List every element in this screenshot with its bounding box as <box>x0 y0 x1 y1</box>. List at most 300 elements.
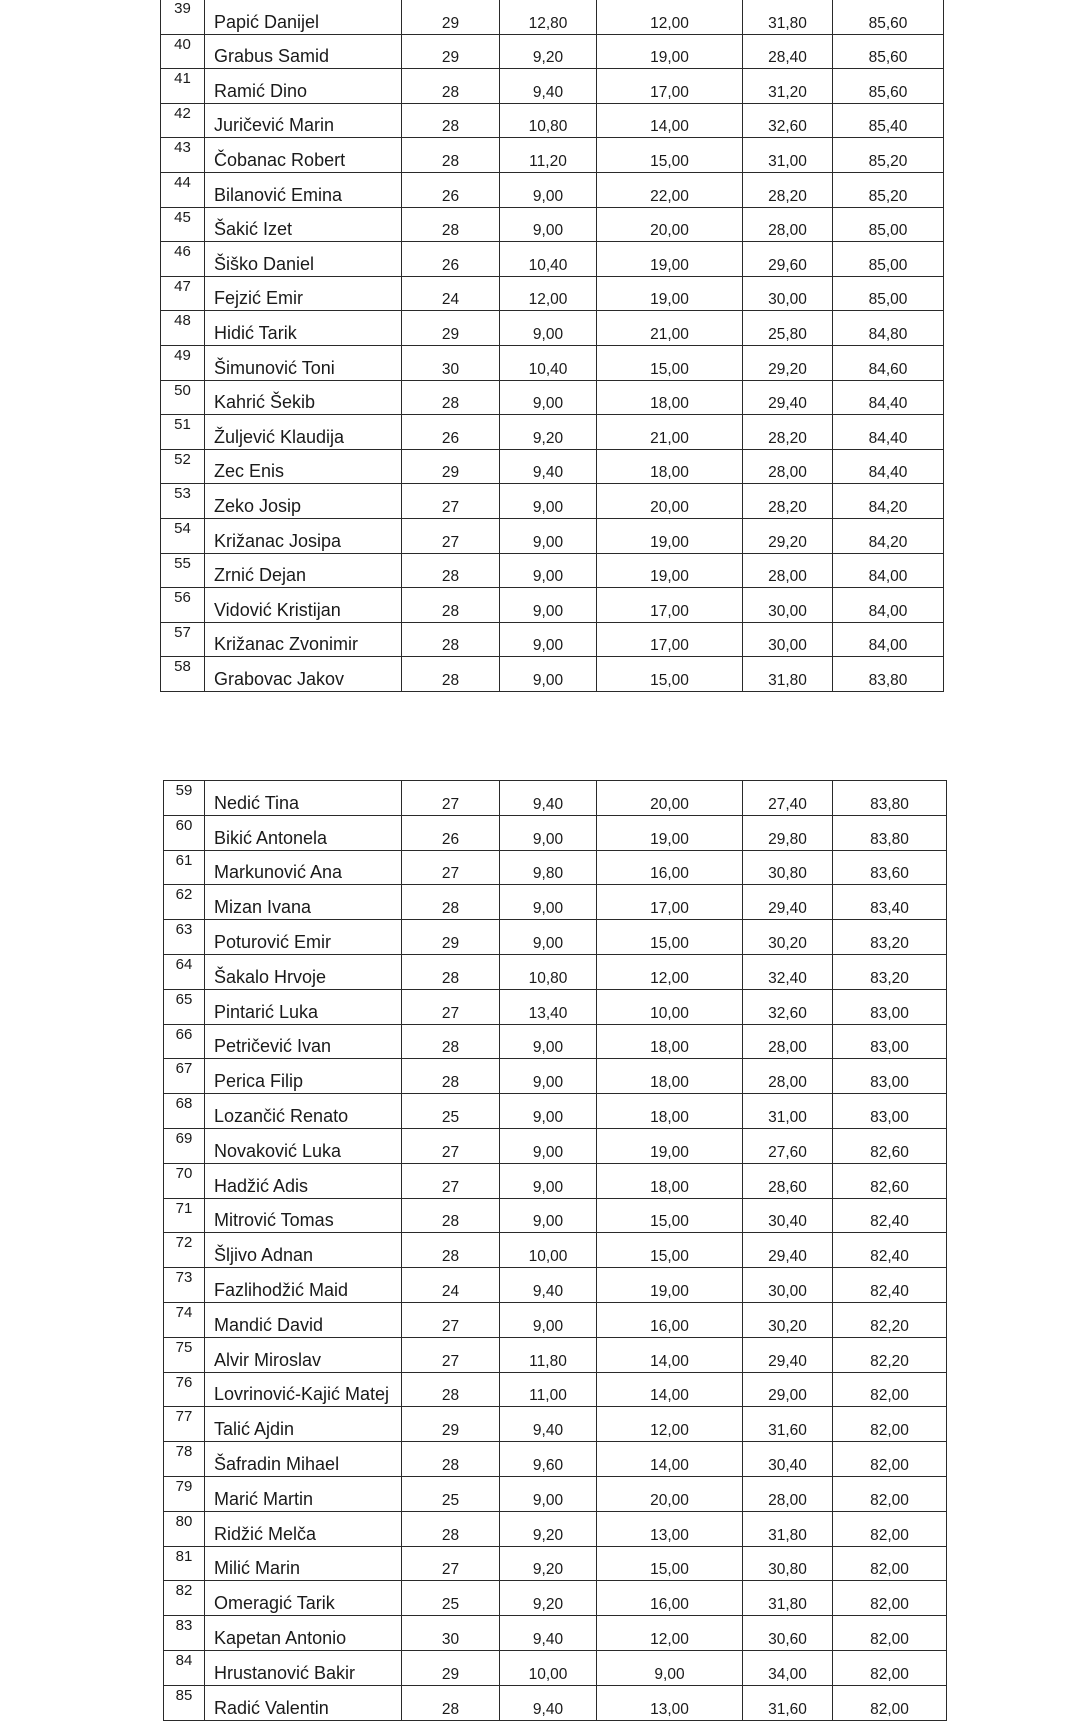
score-2-cell: 9,00 <box>500 518 597 553</box>
score-1-cell: 30 <box>402 1616 500 1651</box>
score-2-cell: 9,00 <box>500 885 597 920</box>
score-1-cell: 26 <box>402 242 500 277</box>
rank-cell: 66 <box>164 1024 205 1059</box>
score-3-cell: 22,00 <box>597 172 743 207</box>
score-1-cell: 28 <box>402 553 500 588</box>
score-3-cell: 15,00 <box>597 138 743 173</box>
name-cell: Mandić David <box>205 1302 402 1337</box>
table-row <box>161 553 944 588</box>
total-cell: 85,00 <box>833 242 944 277</box>
score-4-cell: 31,60 <box>743 1407 833 1442</box>
score-2-cell: 9,00 <box>500 920 597 955</box>
score-4-cell: 28,60 <box>743 1163 833 1198</box>
name-cell: Mizan Ivana <box>205 885 402 920</box>
rank-cell: 44 <box>161 172 205 207</box>
score-4-cell: 31,80 <box>743 1581 833 1616</box>
score-4-cell: 31,60 <box>743 1685 833 1720</box>
score-1-cell: 29 <box>402 449 500 484</box>
score-4-cell: 28,00 <box>743 449 833 484</box>
score-1-cell: 27 <box>402 850 500 885</box>
score-2-cell: 10,00 <box>500 1650 597 1685</box>
total-cell: 82,60 <box>833 1128 947 1163</box>
name-cell: Čobanac Robert <box>205 138 402 173</box>
score-4-cell: 29,40 <box>743 380 833 415</box>
score-3-cell: 16,00 <box>597 1581 743 1616</box>
table-row <box>164 781 947 816</box>
score-4-cell: 29,80 <box>743 815 833 850</box>
table-row <box>164 1616 947 1651</box>
score-2-cell: 12,00 <box>500 276 597 311</box>
name-cell: Markunović Ana <box>205 850 402 885</box>
total-cell: 83,40 <box>833 885 947 920</box>
score-1-cell: 27 <box>402 1302 500 1337</box>
score-1-cell: 25 <box>402 1094 500 1129</box>
rank-cell: 80 <box>164 1511 205 1546</box>
rank-cell: 82 <box>164 1581 205 1616</box>
total-cell: 82,20 <box>833 1337 947 1372</box>
score-1-cell: 27 <box>402 1163 500 1198</box>
name-cell: Papić Danijel <box>205 0 402 34</box>
score-1-cell: 28 <box>402 588 500 623</box>
score-1-cell: 27 <box>402 1546 500 1581</box>
rank-cell: 62 <box>164 885 205 920</box>
score-1-cell: 25 <box>402 1581 500 1616</box>
total-cell: 82,00 <box>833 1616 947 1651</box>
score-2-cell: 9,40 <box>500 1616 597 1651</box>
table-row <box>161 103 944 138</box>
score-3-cell: 19,00 <box>597 34 743 69</box>
name-cell: Lozančić Renato <box>205 1094 402 1129</box>
score-4-cell: 31,80 <box>743 657 833 692</box>
rank-cell: 61 <box>164 850 205 885</box>
rank-cell: 76 <box>164 1372 205 1407</box>
table-row <box>161 657 944 692</box>
score-3-cell: 15,00 <box>597 1233 743 1268</box>
score-4-cell: 31,00 <box>743 138 833 173</box>
name-cell: Fazlihodžić Maid <box>205 1268 402 1303</box>
rank-cell: 67 <box>164 1059 205 1094</box>
name-cell: Šiško Daniel <box>205 242 402 277</box>
rank-cell: 60 <box>164 815 205 850</box>
name-cell: Alvir Miroslav <box>205 1337 402 1372</box>
score-4-cell: 30,80 <box>743 850 833 885</box>
total-cell: 82,00 <box>833 1372 947 1407</box>
score-3-cell: 15,00 <box>597 1198 743 1233</box>
table-row <box>164 885 947 920</box>
table-row <box>164 1511 947 1546</box>
table-row <box>164 920 947 955</box>
score-2-cell: 9,20 <box>500 1581 597 1616</box>
score-1-cell: 24 <box>402 1268 500 1303</box>
score-3-cell: 18,00 <box>597 1163 743 1198</box>
score-2-cell: 13,40 <box>500 989 597 1024</box>
rank-cell: 73 <box>164 1268 205 1303</box>
table-row <box>164 1198 947 1233</box>
name-cell: Talić Ajdin <box>205 1407 402 1442</box>
score-2-cell: 9,60 <box>500 1442 597 1477</box>
score-2-cell: 9,40 <box>500 1685 597 1720</box>
total-cell: 85,40 <box>833 103 944 138</box>
score-2-cell: 9,00 <box>500 1059 597 1094</box>
table-row <box>164 1407 947 1442</box>
score-3-cell: 14,00 <box>597 1442 743 1477</box>
total-cell: 84,00 <box>833 622 944 657</box>
score-4-cell: 29,40 <box>743 1337 833 1372</box>
score-1-cell: 29 <box>402 1650 500 1685</box>
score-3-cell: 18,00 <box>597 1059 743 1094</box>
score-3-cell: 10,00 <box>597 989 743 1024</box>
score-3-cell: 20,00 <box>597 781 743 816</box>
total-cell: 82,00 <box>833 1650 947 1685</box>
score-3-cell: 17,00 <box>597 588 743 623</box>
results-table-2 <box>163 780 947 1721</box>
name-cell: Fejzić Emir <box>205 276 402 311</box>
total-cell: 82,40 <box>833 1233 947 1268</box>
score-3-cell: 19,00 <box>597 518 743 553</box>
name-cell: Milić Marin <box>205 1546 402 1581</box>
total-cell: 84,00 <box>833 553 944 588</box>
table-row <box>164 1442 947 1477</box>
total-cell: 85,60 <box>833 34 944 69</box>
score-4-cell: 30,40 <box>743 1442 833 1477</box>
score-1-cell: 28 <box>402 622 500 657</box>
score-2-cell: 9,00 <box>500 380 597 415</box>
score-3-cell: 18,00 <box>597 380 743 415</box>
total-cell: 85,00 <box>833 276 944 311</box>
score-2-cell: 9,40 <box>500 781 597 816</box>
score-1-cell: 28 <box>402 380 500 415</box>
score-1-cell: 28 <box>402 207 500 242</box>
rank-cell: 39 <box>161 0 205 34</box>
score-3-cell: 20,00 <box>597 1476 743 1511</box>
score-4-cell: 32,60 <box>743 989 833 1024</box>
table-row <box>164 1476 947 1511</box>
name-cell: Šljivo Adnan <box>205 1233 402 1268</box>
score-4-cell: 28,40 <box>743 34 833 69</box>
score-4-cell: 30,80 <box>743 1546 833 1581</box>
score-4-cell: 29,60 <box>743 242 833 277</box>
table-row <box>161 518 944 553</box>
name-cell: Križanac Zvonimir <box>205 622 402 657</box>
rank-cell: 54 <box>161 518 205 553</box>
total-cell: 83,80 <box>833 781 947 816</box>
score-1-cell: 29 <box>402 34 500 69</box>
table-row <box>161 484 944 519</box>
score-2-cell: 9,00 <box>500 1302 597 1337</box>
score-3-cell: 19,00 <box>597 553 743 588</box>
score-2-cell: 10,80 <box>500 954 597 989</box>
score-1-cell: 29 <box>402 0 500 34</box>
score-2-cell: 9,40 <box>500 449 597 484</box>
score-4-cell: 29,40 <box>743 1233 833 1268</box>
score-2-cell: 10,00 <box>500 1233 597 1268</box>
score-2-cell: 9,00 <box>500 1476 597 1511</box>
rank-cell: 69 <box>164 1128 205 1163</box>
name-cell: Juričević Marin <box>205 103 402 138</box>
score-2-cell: 11,20 <box>500 138 597 173</box>
rank-cell: 59 <box>164 781 205 816</box>
rank-cell: 79 <box>164 1476 205 1511</box>
score-4-cell: 30,00 <box>743 588 833 623</box>
score-1-cell: 26 <box>402 815 500 850</box>
score-4-cell: 25,80 <box>743 311 833 346</box>
score-4-cell: 29,00 <box>743 1372 833 1407</box>
rank-cell: 43 <box>161 138 205 173</box>
rank-cell: 53 <box>161 484 205 519</box>
name-cell: Novaković Luka <box>205 1128 402 1163</box>
score-4-cell: 31,80 <box>743 0 833 34</box>
score-4-cell: 30,00 <box>743 276 833 311</box>
score-4-cell: 30,20 <box>743 1302 833 1337</box>
score-4-cell: 28,00 <box>743 207 833 242</box>
total-cell: 85,60 <box>833 69 944 104</box>
score-3-cell: 19,00 <box>597 815 743 850</box>
score-4-cell: 28,20 <box>743 415 833 450</box>
rank-cell: 83 <box>164 1616 205 1651</box>
total-cell: 85,20 <box>833 138 944 173</box>
score-2-cell: 9,80 <box>500 850 597 885</box>
score-1-cell: 27 <box>402 1128 500 1163</box>
name-cell: Šakić Izet <box>205 207 402 242</box>
name-cell: Pintarić Luka <box>205 989 402 1024</box>
total-cell: 83,00 <box>833 989 947 1024</box>
score-1-cell: 29 <box>402 311 500 346</box>
name-cell: Žuljević Klaudija <box>205 415 402 450</box>
name-cell: Kahrić Šekib <box>205 380 402 415</box>
score-1-cell: 28 <box>402 1198 500 1233</box>
score-4-cell: 29,20 <box>743 345 833 380</box>
score-3-cell: 18,00 <box>597 1094 743 1129</box>
rank-cell: 75 <box>164 1337 205 1372</box>
total-cell: 84,00 <box>833 588 944 623</box>
score-1-cell: 28 <box>402 1685 500 1720</box>
score-4-cell: 27,40 <box>743 781 833 816</box>
score-4-cell: 28,20 <box>743 172 833 207</box>
total-cell: 82,20 <box>833 1302 947 1337</box>
score-3-cell: 12,00 <box>597 954 743 989</box>
score-4-cell: 30,20 <box>743 920 833 955</box>
total-cell: 83,20 <box>833 954 947 989</box>
name-cell: Ramić Dino <box>205 69 402 104</box>
total-cell: 82,40 <box>833 1198 947 1233</box>
score-3-cell: 15,00 <box>597 345 743 380</box>
score-3-cell: 12,00 <box>597 1407 743 1442</box>
rank-cell: 40 <box>161 34 205 69</box>
score-2-cell: 9,00 <box>500 553 597 588</box>
score-3-cell: 18,00 <box>597 1024 743 1059</box>
name-cell: Zeko Josip <box>205 484 402 519</box>
name-cell: Kapetan Antonio <box>205 1616 402 1651</box>
table-row <box>161 345 944 380</box>
score-3-cell: 12,00 <box>597 0 743 34</box>
score-3-cell: 15,00 <box>597 657 743 692</box>
score-2-cell: 9,00 <box>500 1128 597 1163</box>
score-2-cell: 9,00 <box>500 1163 597 1198</box>
total-cell: 84,20 <box>833 484 944 519</box>
score-1-cell: 28 <box>402 138 500 173</box>
name-cell: Šafradin Mihael <box>205 1442 402 1477</box>
score-1-cell: 28 <box>402 1059 500 1094</box>
table-row <box>161 69 944 104</box>
rank-cell: 57 <box>161 622 205 657</box>
name-cell: Omeragić Tarik <box>205 1581 402 1616</box>
table-row <box>164 850 947 885</box>
score-4-cell: 28,00 <box>743 553 833 588</box>
score-2-cell: 10,40 <box>500 242 597 277</box>
score-2-cell: 11,00 <box>500 1372 597 1407</box>
total-cell: 84,60 <box>833 345 944 380</box>
score-3-cell: 21,00 <box>597 415 743 450</box>
score-2-cell: 9,00 <box>500 622 597 657</box>
name-cell: Križanac Josipa <box>205 518 402 553</box>
total-cell: 83,00 <box>833 1094 947 1129</box>
score-3-cell: 13,00 <box>597 1511 743 1546</box>
score-3-cell: 14,00 <box>597 1372 743 1407</box>
score-1-cell: 28 <box>402 1442 500 1477</box>
score-3-cell: 17,00 <box>597 885 743 920</box>
rank-cell: 84 <box>164 1650 205 1685</box>
table-row <box>161 172 944 207</box>
name-cell: Bikić Antonela <box>205 815 402 850</box>
name-cell: Zec Enis <box>205 449 402 484</box>
score-2-cell: 9,00 <box>500 815 597 850</box>
score-2-cell: 9,20 <box>500 34 597 69</box>
score-2-cell: 9,00 <box>500 1198 597 1233</box>
rank-cell: 47 <box>161 276 205 311</box>
score-4-cell: 27,60 <box>743 1128 833 1163</box>
score-2-cell: 9,40 <box>500 69 597 104</box>
table-row <box>161 449 944 484</box>
table-row <box>161 415 944 450</box>
score-3-cell: 20,00 <box>597 207 743 242</box>
score-2-cell: 10,40 <box>500 345 597 380</box>
table-row <box>164 954 947 989</box>
rank-cell: 74 <box>164 1302 205 1337</box>
name-cell: Šimunović Toni <box>205 345 402 380</box>
table-row <box>164 1685 947 1720</box>
score-2-cell: 9,00 <box>500 588 597 623</box>
rank-cell: 52 <box>161 449 205 484</box>
name-cell: Lovrinović-Kajić Matej <box>205 1372 402 1407</box>
score-3-cell: 14,00 <box>597 1337 743 1372</box>
score-3-cell: 15,00 <box>597 1546 743 1581</box>
table-row <box>164 1650 947 1685</box>
score-3-cell: 16,00 <box>597 1302 743 1337</box>
name-cell: Petričević Ivan <box>205 1024 402 1059</box>
table-row <box>164 1268 947 1303</box>
score-3-cell: 19,00 <box>597 1128 743 1163</box>
rank-cell: 56 <box>161 588 205 623</box>
score-1-cell: 25 <box>402 1476 500 1511</box>
rank-cell: 48 <box>161 311 205 346</box>
score-4-cell: 32,40 <box>743 954 833 989</box>
table-row <box>161 0 944 34</box>
rank-cell: 68 <box>164 1094 205 1129</box>
table-row <box>164 815 947 850</box>
score-2-cell: 11,80 <box>500 1337 597 1372</box>
table-row <box>164 1059 947 1094</box>
score-4-cell: 30,00 <box>743 622 833 657</box>
score-3-cell: 21,00 <box>597 311 743 346</box>
rank-cell: 50 <box>161 380 205 415</box>
score-3-cell: 19,00 <box>597 276 743 311</box>
total-cell: 84,20 <box>833 518 944 553</box>
total-cell: 82,00 <box>833 1546 947 1581</box>
rank-cell: 58 <box>161 657 205 692</box>
name-cell: Ridžić Melča <box>205 1511 402 1546</box>
score-3-cell: 19,00 <box>597 1268 743 1303</box>
score-4-cell: 28,00 <box>743 1059 833 1094</box>
score-3-cell: 20,00 <box>597 484 743 519</box>
score-4-cell: 28,20 <box>743 484 833 519</box>
total-cell: 82,00 <box>833 1511 947 1546</box>
score-3-cell: 15,00 <box>597 920 743 955</box>
table-row <box>164 1128 947 1163</box>
total-cell: 85,60 <box>833 0 944 34</box>
rank-cell: 49 <box>161 345 205 380</box>
score-2-cell: 9,00 <box>500 207 597 242</box>
rank-cell: 78 <box>164 1442 205 1477</box>
table-row <box>164 1163 947 1198</box>
name-cell: Poturović Emir <box>205 920 402 955</box>
score-2-cell: 9,00 <box>500 657 597 692</box>
score-3-cell: 9,00 <box>597 1650 743 1685</box>
table-row <box>161 242 944 277</box>
total-cell: 84,80 <box>833 311 944 346</box>
score-4-cell: 31,20 <box>743 69 833 104</box>
total-cell: 85,20 <box>833 172 944 207</box>
score-2-cell: 9,00 <box>500 172 597 207</box>
score-3-cell: 17,00 <box>597 622 743 657</box>
total-cell: 85,00 <box>833 207 944 242</box>
total-cell: 82,00 <box>833 1476 947 1511</box>
name-cell: Nedić Tina <box>205 781 402 816</box>
score-2-cell: 9,40 <box>500 1268 597 1303</box>
table-row <box>161 276 944 311</box>
table-row <box>164 1302 947 1337</box>
table-row <box>161 622 944 657</box>
total-cell: 83,80 <box>833 657 944 692</box>
rank-cell: 42 <box>161 103 205 138</box>
score-2-cell: 9,20 <box>500 415 597 450</box>
name-cell: Mitrović Tomas <box>205 1198 402 1233</box>
name-cell: Hadžić Adis <box>205 1163 402 1198</box>
score-4-cell: 30,60 <box>743 1616 833 1651</box>
total-cell: 83,60 <box>833 850 947 885</box>
rank-cell: 85 <box>164 1685 205 1720</box>
score-2-cell: 9,20 <box>500 1546 597 1581</box>
table-row <box>164 989 947 1024</box>
name-cell: Vidović Kristijan <box>205 588 402 623</box>
score-1-cell: 27 <box>402 989 500 1024</box>
results-table-1 <box>160 0 944 692</box>
score-1-cell: 28 <box>402 1024 500 1059</box>
score-4-cell: 32,60 <box>743 103 833 138</box>
score-4-cell: 29,40 <box>743 885 833 920</box>
name-cell: Bilanović Emina <box>205 172 402 207</box>
table-row <box>161 138 944 173</box>
score-1-cell: 24 <box>402 276 500 311</box>
score-1-cell: 26 <box>402 415 500 450</box>
total-cell: 82,00 <box>833 1407 947 1442</box>
total-cell: 83,80 <box>833 815 947 850</box>
score-4-cell: 28,00 <box>743 1024 833 1059</box>
rank-cell: 70 <box>164 1163 205 1198</box>
rank-cell: 71 <box>164 1198 205 1233</box>
total-cell: 82,60 <box>833 1163 947 1198</box>
total-cell: 84,40 <box>833 415 944 450</box>
score-1-cell: 28 <box>402 1233 500 1268</box>
